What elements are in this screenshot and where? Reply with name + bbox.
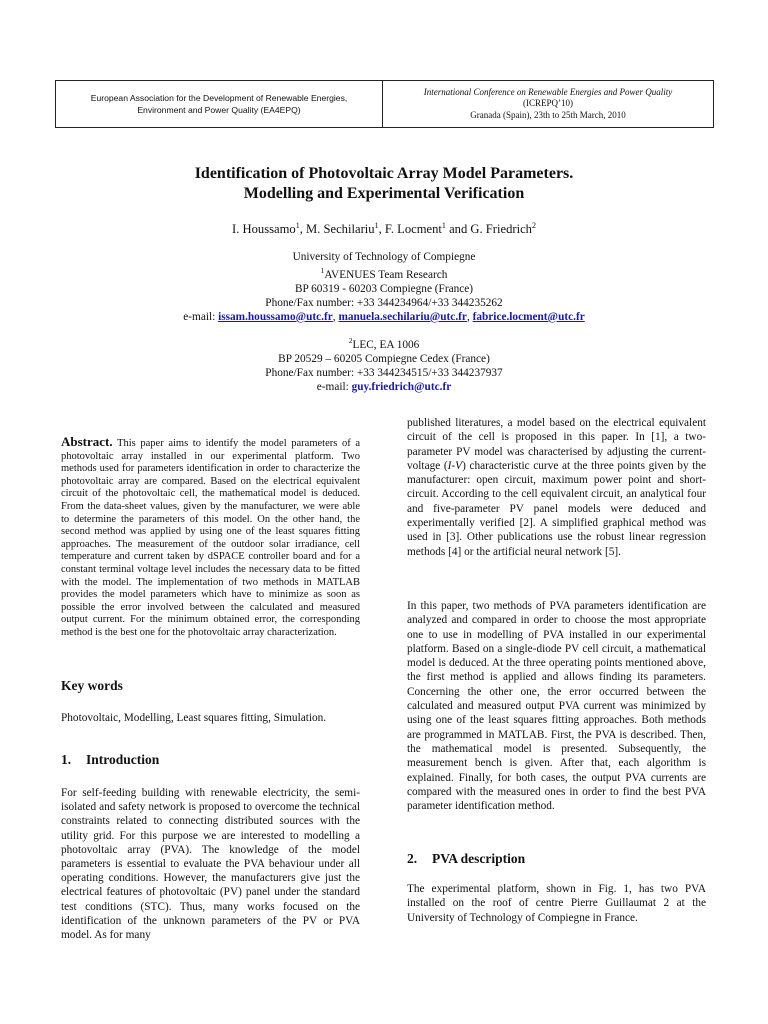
affil1-address: BP 60319 - 60203 Compiegne (France) — [294, 282, 474, 295]
abstract-block — [61, 436, 360, 640]
author-and: and — [445, 222, 471, 237]
conference-acronym: (ICREPQ’10) — [523, 98, 573, 109]
abstract-text: This paper aims to identify the model parameters of a photovoltaic array installed in our experimental platform. Two methods used for parameters identification in order to characterize the photovoltaic array are compared. Based on the electrical equivalent circuit of the photovoltaic cell, the mathematical model is deduced. From the data-sheet values, given by the manufacturer, we were able to determine the parameters of this model. On the other hand, the second method was applied by using one of the least squares fitting approaches. The measurement of the outdoor solar irradiance, cell temperature and current taken by dSPACE controller board and for a constant terminal voltage level includes the necessary data to be fitted with the model. The implementation of two methods in MATLAB provides the model parameters which have to minimize as soon as possible the error involved between the calculated and measured output current. For the minimum obtained error, the corresponding method is the best one for the photovoltaic array characterization. — [61, 438, 360, 638]
author-list — [0, 218, 768, 237]
affil2-address: BP 20529 – 60205 Compiegne Cedex (France) — [278, 352, 490, 365]
email-link-houssamo[interactable]: issam.houssamo@utc.fr — [218, 310, 333, 323]
association-line-1: European Association for the Development of Renewable Energies, — [90, 93, 348, 103]
abstract-lead: Abstract. — [61, 434, 113, 449]
author-sep: , — [378, 222, 385, 237]
affiliation-2 — [0, 334, 768, 394]
email-sep: , — [466, 310, 473, 323]
association-cell — [56, 81, 383, 127]
affil1-university: University of Technology of Compiegne — [292, 251, 476, 263]
email-link-friedrich[interactable]: guy.friedrich@utc.fr — [351, 380, 452, 393]
author-3-affil: 1 — [441, 221, 446, 230]
keywords-heading: Key words — [61, 678, 123, 693]
title-line-1: Identification of Photovoltaic Array Model Parameters. — [194, 165, 574, 182]
paper-title — [0, 164, 768, 204]
section-1-number: 1. — [61, 752, 72, 767]
affil2-lab-name: LEC, EA 1006 — [352, 338, 420, 351]
affiliation-1 — [0, 250, 768, 324]
affil1-team — [0, 264, 768, 282]
affil1-phone: Phone/Fax number: +33 344234964/+33 344235262 — [265, 296, 503, 309]
affil2-email-line — [0, 380, 768, 394]
section-2-body: The experimental platform, shown in Fig. 1, has two PVA installed on the roof of centre Pierre Guillaumat 2 at the University of Technology of Compiegne in France. — [407, 883, 706, 924]
conference-name: International Conference on Renewable Energies and Power Quality — [423, 86, 673, 97]
section-2-heading — [407, 851, 525, 867]
section-2-title: PVA description — [432, 851, 526, 866]
author-2: M. Sechilariu — [306, 222, 375, 237]
section-1-title: Introduction — [86, 752, 160, 767]
affil1-email-label: e-mail: — [183, 310, 219, 323]
affil1-mark: 1 — [320, 266, 325, 275]
email-link-sechilariu[interactable]: manuela.sechilariu@utc.fr — [338, 310, 467, 323]
section-1-heading — [61, 752, 159, 768]
author-1: I. Houssamo — [232, 222, 296, 237]
right-paragraph-2: In this paper, two methods of PVA parameters identification are analyzed and compared in order to choose the most appropriate one to use in modelling of PVA installed in our experimental platform. Based on a single-diode PV cell circuit, a mathematical model is deduced. At the three operating points mentioned above, the first method is applied and allows finding its parameters. Concerning the other one, the error occurred between the calculated and measured output PVA current was minimized by using one of the least squares fitting approaches. Both methods are programmed in MATLAB. First, the PVA is described. Then, the mathematical model is presented. Subsequently, the measurement bench is given. After that, each algorithm is explained. Finally, for both cases, the output PVA currents are compared with the measured ones in order to find the best PVA parameter identification method. — [407, 600, 706, 813]
author-4-affil: 2 — [531, 221, 536, 230]
keywords-text: Photovoltaic, Modelling, Least squares fitting, Simulation. — [61, 712, 327, 724]
title-line-2: Modelling and Experimental Verification — [243, 185, 525, 202]
author-1-affil: 1 — [295, 221, 300, 230]
author-2-affil: 1 — [374, 221, 379, 230]
author-4: G. Friedrich — [470, 222, 532, 237]
section-1-body: For self-feeding building with renewable electricity, the semi-isolated and safety network is proposed to overcome the technical constraints related to connecting distributed sources with the utility grid. For this purpose we are interested to modelling a photovoltaic array (PVA). The knowledge of the model parameters is essential to evaluate the PVA behaviour under all operating conditions. However, the manufacturers give just the electrical features of photovoltaic (PV) panel under the standard test conditions (STC). Thus, many works focused on the identification of the unknown parameters of the PV or PVA model. As for many — [61, 787, 360, 942]
conference-venue-date: Granada (Spain), 23th to 25th March, 2010 — [470, 109, 626, 120]
association-line-2: Environment and Power Quality (EA4EPQ) — [137, 105, 301, 115]
section-2-number: 2. — [407, 851, 418, 866]
affil2-email-label: e-mail: — [316, 380, 352, 393]
affil2-phone: Phone/Fax number: +33 344234515/+33 344237937 — [265, 366, 503, 379]
conference-header — [55, 80, 714, 128]
email-link-locment[interactable]: fabrice.locment@utc.fr — [472, 310, 585, 323]
affil1-email-line — [0, 310, 768, 324]
right-paragraph-1 — [407, 416, 706, 559]
author-3: F. Locment — [384, 222, 442, 237]
affil1-team-name: AVENUES Team Research — [324, 268, 448, 281]
conference-cell — [383, 81, 713, 127]
author-sep: , — [299, 222, 306, 237]
p1-iv-term: I-V — [447, 459, 463, 472]
affil2-lab — [0, 334, 768, 352]
p1-text-b: ) characteristic curve at the three points given by the manufacturer: open circuit, maximum power point and short-circuit. According to the cell equivalent circuit, an analytical four and five-parameter PV panel models were deduced and experimentally verified [2]. A simplified graphical method was used in [3]. Other publications use the robust linear regression methods [4] or the artificial neural network [5]. — [407, 459, 707, 558]
p1-text-a: published literatures, a model based on the electrical equivalent circuit of the cell is proposed in this paper. In [1], a two-parameter PV model was characterised by adjusting the current-voltage ( — [407, 417, 706, 472]
email-sep: , — [332, 310, 339, 323]
affil2-mark: 2 — [348, 336, 353, 345]
